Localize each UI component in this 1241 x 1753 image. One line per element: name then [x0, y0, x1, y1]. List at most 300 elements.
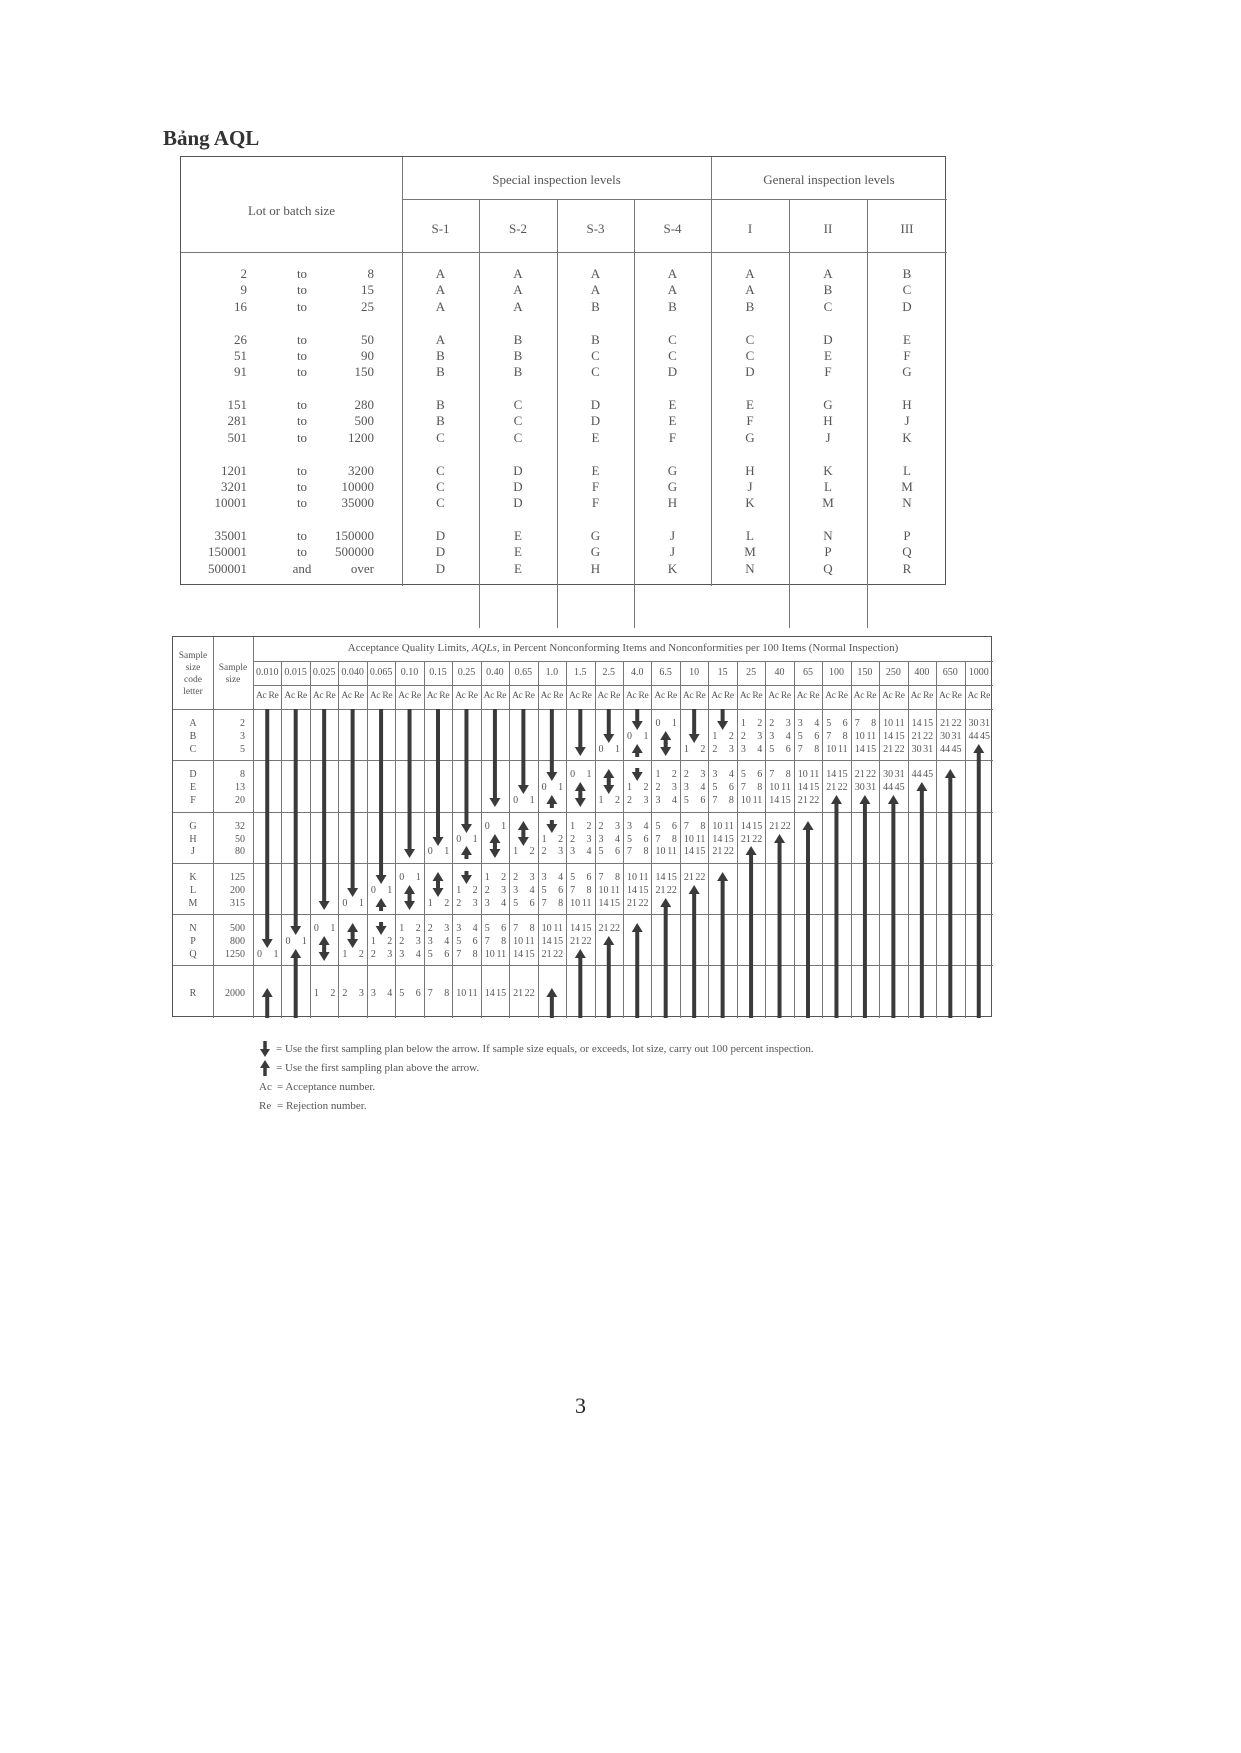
code-letter-cell: A — [745, 282, 755, 298]
acceptance-number: 7 — [797, 744, 803, 755]
aql-column-header: 150 — [857, 667, 873, 678]
arrow-up-icon — [603, 936, 614, 1018]
code-letter-cell: C — [668, 347, 677, 363]
sample-code-letter: B — [189, 731, 197, 742]
rejection-number: 11 — [638, 872, 649, 883]
code-letter-cell: C — [902, 282, 912, 298]
rejection-number: 45 — [951, 744, 962, 755]
acceptance-number: 7 — [655, 834, 661, 845]
code-letter-cell: C — [823, 298, 833, 314]
sample-code-letter: L — [189, 885, 197, 896]
rejection-number: 8 — [842, 731, 848, 742]
rejection-number: 3 — [643, 795, 649, 806]
rejection-number: 3 — [728, 744, 734, 755]
acceptance-number: 3 — [427, 936, 433, 947]
arrow-head — [546, 795, 557, 804]
arrow-head — [404, 885, 415, 894]
rejection-number: 4 — [814, 718, 820, 729]
acceptance-number: 30 — [883, 769, 894, 780]
code-letter-cell: J — [825, 429, 831, 445]
ac-re-label: Ac Re — [711, 691, 734, 701]
acceptance-number: 7 — [541, 898, 547, 909]
rejection-number: 15 — [809, 782, 820, 793]
rejection-number: 22 — [723, 846, 734, 857]
lot-size-to: over — [350, 560, 374, 576]
acceptance-number: 7 — [427, 988, 433, 999]
code-letter-cell: D — [513, 478, 523, 494]
ac-re-label: Ac Re — [426, 691, 450, 701]
rejection-number: 8 — [814, 744, 820, 755]
aql-column-header: 15 — [717, 667, 728, 678]
arrow-head — [774, 834, 785, 843]
code-letter-cell: C — [668, 331, 677, 347]
lot-size-separator: to — [296, 528, 308, 543]
acceptance-number: 14 — [541, 936, 552, 947]
page-number: 3 — [575, 1393, 586, 1418]
rejection-number: 8 — [728, 795, 734, 806]
code-letter-cell: Q — [823, 560, 833, 576]
rejection-number: 2 — [444, 898, 450, 909]
arrow-layer — [173, 637, 993, 1018]
sample-size-header: Sample — [218, 663, 248, 673]
arrow-up-icon — [916, 782, 927, 1018]
rejection-number: 1 — [444, 846, 450, 857]
rejection-number: 15 — [553, 936, 564, 947]
acceptance-number: 7 — [683, 821, 689, 832]
rejection-number: 3 — [387, 949, 393, 960]
acceptance-number: 14 — [826, 769, 837, 780]
code-letter-cell: E — [824, 347, 832, 363]
arrow-down-icon — [433, 884, 444, 897]
legend-text: = Rejection number. — [277, 1100, 367, 1112]
acceptance-number: 1 — [313, 988, 319, 999]
rejection-number: 3 — [415, 936, 421, 947]
arrow-up-icon — [717, 872, 728, 1018]
code-letter-cell: J — [904, 413, 910, 429]
arrow-up-icon — [689, 885, 700, 1018]
code-letter-cell: D — [435, 560, 446, 576]
acceptance-number: 3 — [627, 821, 632, 832]
arrow-head — [717, 872, 728, 881]
code-letter-cell: C — [745, 347, 755, 363]
arrow-head — [461, 875, 472, 884]
acceptance-number: 14 — [797, 782, 808, 793]
ac-re-label: Ac Re — [768, 691, 791, 701]
rejection-number: 1 — [358, 898, 364, 909]
acceptance-number: 1 — [513, 846, 519, 857]
lot-size-separator: to — [296, 282, 308, 298]
arrow-head — [376, 875, 387, 884]
arrow-down-icon — [433, 709, 444, 846]
code-letter-cell: C — [436, 462, 445, 478]
rejection-number: 15 — [837, 769, 848, 780]
code-letter-cell: P — [824, 544, 832, 560]
acceptance-number: 7 — [627, 846, 632, 857]
rejection-number: 6 — [529, 898, 535, 909]
acceptance-number: 0 — [285, 936, 291, 947]
rejection-number: 22 — [951, 718, 962, 729]
sample-code-letter: G — [189, 821, 197, 832]
rejection-number: 8 — [472, 949, 478, 960]
rejection-number: 15 — [866, 744, 877, 755]
code-letter-cell: G — [590, 544, 601, 560]
rejection-number: 4 — [757, 744, 763, 755]
rejection-number: 4 — [614, 834, 620, 845]
arrow-head — [546, 824, 557, 833]
ac-re-label: Ac Re — [910, 691, 934, 701]
acceptance-number: 0 — [399, 872, 405, 883]
acceptance-number: 21 — [655, 885, 666, 896]
arrow-up-icon — [632, 923, 643, 1018]
rejection-number: 8 — [785, 769, 791, 780]
rejection-number: 6 — [643, 834, 649, 845]
rejection-number: 8 — [529, 923, 535, 934]
arrow-down-icon — [376, 709, 387, 884]
acceptance-number: 2 — [570, 834, 576, 845]
code-letter-cell: F — [824, 364, 832, 380]
level-header-i: I — [747, 221, 753, 236]
sample-size-value: 1250 — [225, 949, 245, 960]
rejection-number: 3 — [757, 731, 763, 742]
code-letter-cell: E — [746, 397, 754, 412]
acceptance-number: 3 — [712, 769, 718, 780]
ac-re-label: Ac Re — [853, 691, 877, 701]
code-letter-cell: A — [823, 266, 833, 281]
code-letter-cell: D — [667, 364, 678, 380]
code-letter-cell: K — [745, 495, 755, 511]
rejection-number: 22 — [581, 936, 592, 947]
code-letter-cell: A — [435, 282, 446, 298]
code-letter-cell: K — [667, 560, 678, 576]
code-letter-cell: F — [591, 495, 600, 511]
lot-size-separator: to — [296, 429, 308, 445]
code-letter-cell: H — [823, 413, 833, 429]
code-letter-cell: D — [823, 331, 833, 347]
acceptance-number: 5 — [456, 936, 462, 947]
ac-re-label: Ac Re — [597, 691, 621, 701]
rejection-number: 6 — [472, 936, 478, 947]
rejection-number: 15 — [524, 949, 535, 960]
acceptance-number: 1 — [683, 744, 689, 755]
lot-size-separator: to — [296, 298, 308, 314]
code-letter-cell: L — [903, 462, 911, 478]
rejection-number: 22 — [695, 872, 706, 883]
acceptance-number: 21 — [513, 988, 524, 999]
acceptance-number: 10 — [598, 885, 609, 896]
rejection-number: 11 — [581, 898, 592, 909]
code-letter-cell: C — [513, 413, 523, 429]
aql-column-header: 650 — [942, 667, 958, 678]
code-letter-cell: D — [513, 462, 523, 478]
rejection-number: 45 — [923, 769, 934, 780]
rejection-number: 2 — [358, 949, 364, 960]
acceptance-number: 21 — [541, 949, 552, 960]
code-letter-cell: E — [514, 528, 522, 543]
rejection-number: 11 — [524, 936, 535, 947]
sample-size-value: 200 — [230, 885, 245, 896]
rejection-number: 4 — [728, 769, 734, 780]
acceptance-number: 21 — [570, 936, 581, 947]
arrow-down-icon — [632, 709, 643, 730]
acceptance-number: 10 — [797, 769, 808, 780]
code-letter-cell: A — [435, 331, 446, 347]
acceptance-number: 0 — [570, 769, 576, 780]
acceptance-number: 2 — [740, 731, 746, 742]
acceptance-number: 21 — [797, 795, 808, 806]
legend-text: = Use the first sampling plan below the arrow. If sample size equals, or exceeds, lot size, carry out 100 percent inspection. — [276, 1043, 814, 1055]
rejection-number: 6 — [728, 782, 734, 793]
rejection-number: 22 — [866, 769, 877, 780]
rejection-number: 31 — [894, 769, 905, 780]
sample-size-header: size — [225, 675, 241, 685]
lot-size-separator: to — [296, 478, 308, 494]
acceptance-number: 14 — [740, 821, 751, 832]
acceptance-number: 1 — [570, 821, 576, 832]
acceptance-number: 21 — [911, 731, 922, 742]
rejection-number: 11 — [724, 821, 734, 832]
rejection-number: 2 — [671, 769, 677, 780]
rejection-number: 31 — [951, 731, 962, 742]
rejection-number: 22 — [837, 782, 848, 793]
lot-size-from: 1201 — [221, 462, 247, 478]
rejection-number: 6 — [700, 795, 706, 806]
acceptance-number: 5 — [712, 782, 718, 793]
code-letter-cell: F — [591, 478, 600, 494]
acceptance-number: 44 — [968, 731, 979, 742]
rejection-number: 45 — [979, 731, 990, 742]
ac-re-label: Ac Re — [796, 691, 820, 701]
rejection-number: 6 — [814, 731, 820, 742]
acceptance-number: 2 — [484, 885, 490, 896]
rejection-number: 2 — [728, 731, 734, 742]
aql-column-header: 40 — [774, 667, 785, 678]
arrow-down-icon — [546, 820, 557, 833]
rejection-number: 2 — [558, 834, 564, 845]
acceptance-number: 0 — [427, 846, 433, 857]
sample-size-value: 5 — [240, 744, 245, 755]
acceptance-number: 7 — [826, 731, 832, 742]
code-letter-cell: A — [435, 298, 446, 314]
acceptance-number: 7 — [513, 923, 519, 934]
rejection-number: 2 — [757, 718, 763, 729]
lot-size-from: 35001 — [214, 528, 247, 543]
aql-column-header: 1.0 — [545, 667, 559, 678]
lot-size-to: 500000 — [335, 544, 374, 560]
ac-re-label: Ac Re — [569, 691, 592, 701]
acceptance-number: 3 — [484, 898, 490, 909]
acceptance-number: 5 — [683, 795, 689, 806]
rejection-number: 1 — [643, 731, 649, 742]
sample-code-letter: E — [189, 782, 197, 793]
lot-size-to: 150000 — [335, 528, 374, 543]
arrow-head — [689, 885, 700, 894]
acceptance-number: 3 — [598, 834, 604, 845]
ac-re-label: Ac Re — [455, 691, 478, 701]
acceptance-number: 14 — [627, 885, 637, 896]
rejection-number: 6 — [785, 744, 791, 755]
acceptance-number: 21 — [627, 898, 637, 909]
level-header-s-1: S-1 — [431, 221, 450, 236]
legend-key: Ac — [259, 1081, 272, 1093]
acceptance-number: 21 — [826, 782, 837, 793]
rejection-number: 3 — [614, 821, 620, 832]
code-letter-cell: A — [435, 266, 446, 281]
arrow-head — [376, 926, 387, 935]
arrow-down-icon — [518, 709, 529, 794]
arrow-head — [603, 734, 614, 743]
arrow-head — [433, 872, 444, 881]
rejection-number: 11 — [610, 885, 620, 896]
aql-column-header: 65 — [802, 667, 813, 678]
rejection-number: 4 — [643, 821, 649, 832]
code-letter-cell: D — [745, 364, 755, 380]
acceptance-number: 5 — [769, 744, 775, 755]
code-letter-cell: B — [591, 298, 600, 314]
arrow-head — [803, 821, 814, 830]
acceptance-number: 7 — [456, 949, 462, 960]
lot-size-from: 51 — [234, 347, 247, 363]
lot-size-from: 91 — [234, 364, 247, 380]
sample-size-value: 80 — [235, 846, 245, 857]
special-levels-header: Special inspection levels — [492, 172, 621, 187]
ac-re-label: Ac Re — [625, 691, 649, 701]
acceptance-number: 0 — [655, 718, 661, 729]
arrow-head — [546, 988, 557, 997]
acceptance-number: 5 — [570, 872, 576, 883]
rejection-number: 1 — [387, 885, 393, 896]
rejection-number: 8 — [643, 846, 649, 857]
acceptance-number: 1 — [484, 872, 490, 883]
code-letter-cell: E — [514, 544, 522, 560]
rejection-number: 4 — [387, 988, 393, 999]
lot-size-to: 280 — [354, 397, 374, 412]
rejection-number: 3 — [358, 988, 364, 999]
acceptance-number: 5 — [740, 769, 746, 780]
lot-size-separator: to — [296, 331, 308, 347]
rejection-number: 22 — [609, 923, 620, 934]
lot-size-to: 15 — [361, 282, 374, 298]
arrow-up-icon — [546, 795, 557, 808]
acceptance-number: 10 — [740, 795, 751, 806]
lot-size-to: 25 — [361, 298, 374, 314]
rejection-number: 22 — [923, 731, 934, 742]
arrow-down-icon — [603, 781, 614, 794]
sample-code-letter: J — [191, 846, 195, 857]
code-letter-cell: Q — [902, 544, 912, 560]
rejection-number: 15 — [780, 795, 791, 806]
sample-code-letter: R — [189, 988, 197, 999]
acceptance-number: 3 — [683, 782, 689, 793]
arrow-head — [717, 721, 728, 730]
arrow-down-icon — [376, 922, 387, 935]
arrow-down-icon — [575, 709, 586, 756]
acceptance-number: 14 — [911, 718, 922, 729]
acceptance-number: 14 — [769, 795, 780, 806]
code-letter-cell: C — [436, 478, 445, 494]
rejection-number: 6 — [586, 872, 592, 883]
acceptance-number: 10 — [854, 731, 865, 742]
ac-re-label: Ac Re — [825, 691, 848, 701]
aql-column-header: 400 — [914, 667, 930, 678]
arrow-down-icon — [603, 709, 614, 743]
arrow-head — [404, 849, 415, 858]
arrow-head — [461, 846, 472, 855]
acceptance-number: 10 — [627, 872, 637, 883]
rejection-number: 2 — [387, 936, 393, 947]
legend-text: = Use the first sampling plan above the arrow. — [276, 1062, 480, 1074]
acceptance-number: 30 — [911, 744, 922, 755]
acceptance-number: 2 — [627, 795, 632, 806]
rejection-number: 3 — [444, 923, 450, 934]
arrow-up-icon — [575, 949, 586, 1018]
rejection-number: 15 — [695, 846, 706, 857]
acceptance-number: 14 — [655, 872, 666, 883]
rejection-number: 11 — [553, 923, 564, 934]
aql-column-header: 1000 — [968, 667, 989, 678]
arrow-up-icon — [433, 872, 444, 885]
arrow-up-icon — [660, 731, 671, 744]
sample-code-letter: F — [190, 795, 196, 806]
grid-line-horizontal — [181, 252, 947, 253]
arrow-head — [660, 731, 671, 740]
arrow-head — [746, 846, 757, 855]
arrow-head — [888, 795, 899, 804]
code-letter-cell: G — [590, 528, 601, 543]
rejection-number: 3 — [472, 898, 478, 909]
aql-column-header: 0.40 — [486, 667, 504, 678]
rejection-number: 8 — [700, 821, 706, 832]
code-letter-cell: A — [745, 266, 755, 281]
arrow-up-icon — [546, 988, 557, 1018]
arrow-down-icon — [347, 935, 358, 948]
acceptance-number: 7 — [712, 795, 718, 806]
arrow-up-icon — [660, 898, 671, 1018]
arrow-head — [632, 772, 643, 781]
aql-column-header: 6.5 — [659, 667, 672, 678]
arrow-up-icon — [803, 821, 814, 1018]
arrow-head — [660, 747, 671, 756]
code-letter-cell: H — [667, 495, 678, 511]
rejection-number: 3 — [785, 718, 791, 729]
arrow-down-icon — [461, 709, 472, 833]
rejection-number: 8 — [444, 988, 450, 999]
acceptance-number: 0 — [313, 923, 319, 934]
rejection-number: 6 — [757, 769, 763, 780]
sample-code-letter: K — [189, 872, 197, 883]
aql-column-header: 4.0 — [630, 667, 644, 678]
code-letter-cell: N — [745, 560, 755, 576]
code-letter-cell: M — [822, 495, 834, 511]
arrow-down-icon — [575, 794, 586, 807]
rejection-number: 22 — [638, 898, 649, 909]
arrow-head — [347, 939, 358, 948]
rejection-number: 8 — [671, 834, 677, 845]
ac-re-label: Ac Re — [341, 691, 364, 701]
arrow-head — [489, 834, 500, 843]
arrow-head — [632, 744, 643, 753]
arrow-up-icon — [319, 936, 330, 949]
acceptance-number: 21 — [769, 821, 780, 832]
code-letter-cell: C — [745, 331, 755, 347]
rejection-number: 8 — [757, 782, 763, 793]
acceptance-number: 3 — [740, 744, 746, 755]
arrow-head — [945, 769, 956, 778]
arrow-up-icon — [347, 923, 358, 936]
aql-column-header: 0.065 — [369, 667, 393, 678]
acceptance-number: 21 — [712, 846, 723, 857]
lot-size-from: 281 — [227, 413, 247, 429]
rejection-number: 6 — [671, 821, 677, 832]
